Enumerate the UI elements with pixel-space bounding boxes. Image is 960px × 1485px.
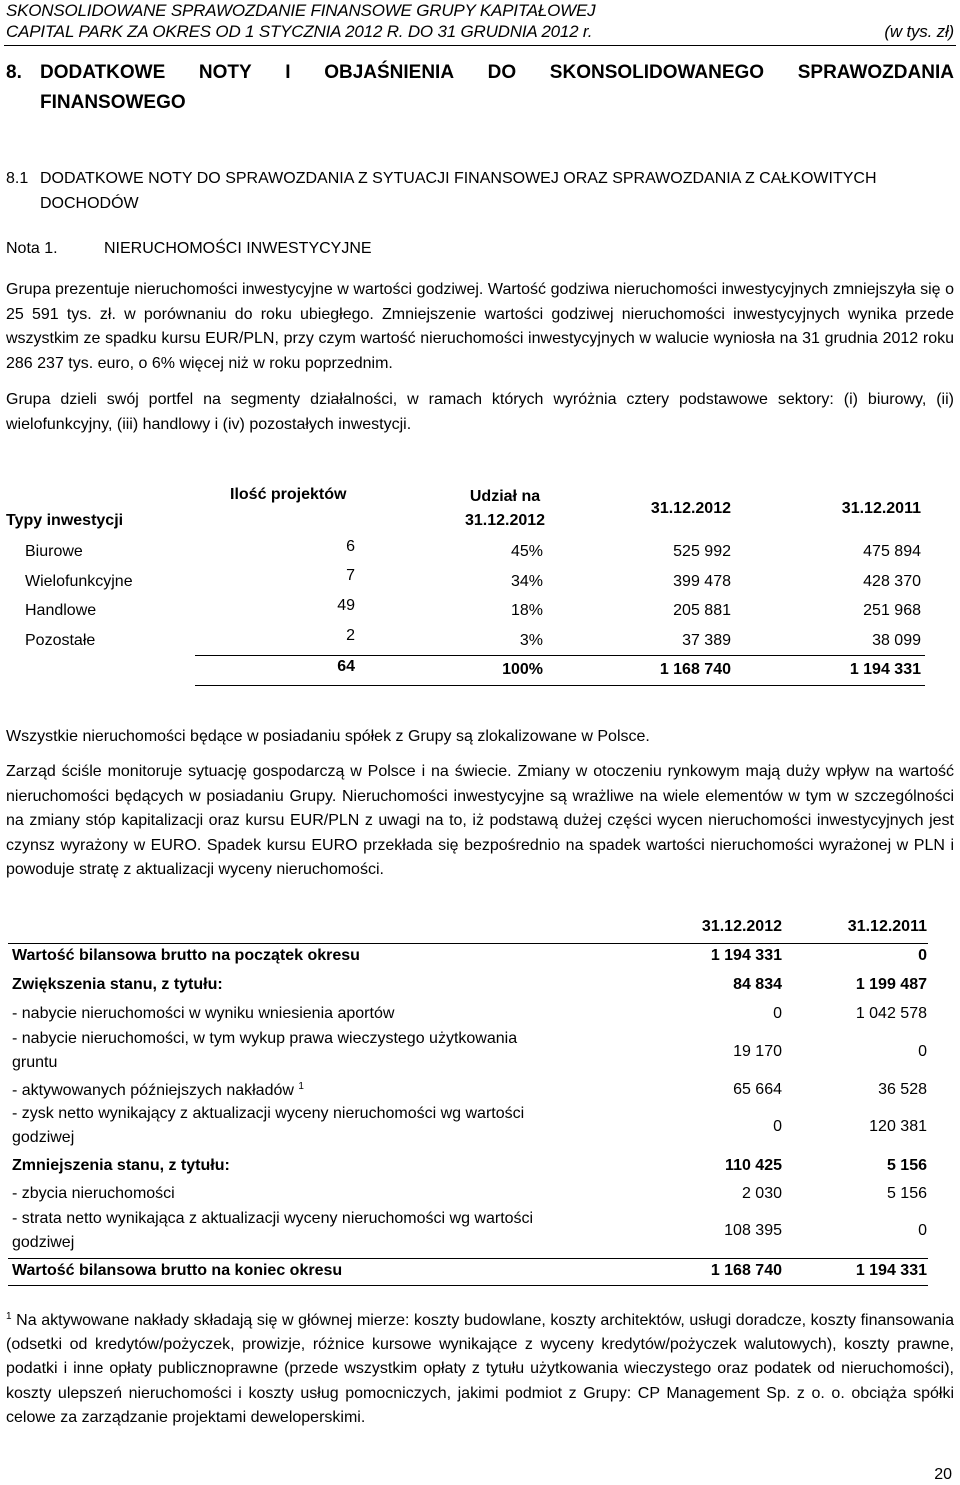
running-header-unit: (w tys. zł) <box>884 22 954 41</box>
row-value-2012: 19 170 <box>733 1043 782 1060</box>
row-label: - zbycia nieruchomości <box>12 1185 175 1202</box>
segment-type: Pozostałe <box>25 632 96 649</box>
row-value-2011: 5 156 <box>886 1157 927 1174</box>
row-value-2012: 65 664 <box>733 1081 782 1098</box>
row-label: Wartość bilansowa brutto na początek okresu <box>12 947 360 964</box>
row-value-2011: 1 194 331 <box>855 1262 927 1279</box>
row-label-cont: godziwej <box>12 1129 75 1146</box>
section-title-word: SKONSOLIDOWANEGO <box>549 62 765 83</box>
footnote-text: Na aktywowane nakłady składają się w głównej mierze: koszty budowlane, koszty architektów, usługi doradcze, koszty finansowania (odsetki od kredytów/pożyczek, prowizje, różnice kursowe wynikające z wyceny kredytów/pożyczek walutowych), koszty prawne, podatki i inne opłaty publicznoprawne (przede wszystkim opłaty z tytułu użytkowania wieczystego oraz podatek od nieruchomości), koszty ulepszeń nieruchomości i koszty usług pomocniczych, jakimi podmiot z Grupy: CP Management Sp. z o. o. obciąża spółki celowe za zarządzanie projektami deweloperskimi. <box>6 1312 955 1426</box>
col-header-type: Typy inwestycji <box>6 512 124 529</box>
col-header-2011: 31.12.2011 <box>841 500 921 517</box>
row-value-2011: 5 156 <box>886 1185 927 1202</box>
total-rule-top <box>195 655 925 656</box>
footnote-mark: 1 <box>6 1311 12 1322</box>
row-label: - strata netto wynikająca z aktualizacji wyceny nieruchomości wg wartości <box>12 1210 534 1227</box>
segment-share: 45% <box>510 543 543 560</box>
col-header-2012: 31.12.2012 <box>650 500 731 517</box>
paragraph-segments: Grupa dzieli swój portfel na segmenty działalności, w ramach których wyróżnia cztery podstawowe sektory: (i) biurowy, (ii) wielofunkcyjny, (iii) handlowy i (iv) pozostałych inwestycji. <box>6 391 954 433</box>
segment-value-2012: 399 478 <box>673 573 731 590</box>
row-label-text: - aktywowanych późniejszych nakładów <box>12 1082 294 1099</box>
row-value-2012: 108 395 <box>724 1222 782 1239</box>
section-title-word: DODATKOWE <box>40 62 166 83</box>
row-value-2012: 2 030 <box>741 1185 782 1202</box>
footnote-ref: 1 <box>298 1081 304 1092</box>
segment-value-2011: 428 370 <box>863 573 921 590</box>
row-label-cont: gruntu <box>12 1054 58 1071</box>
section-title-word: NOTY <box>198 62 252 83</box>
segment-type: Wielofunkcyjne <box>25 573 133 590</box>
note-heading <box>6 240 372 258</box>
row-label: Zmniejszenia stanu, z tytułu: <box>12 1157 230 1174</box>
total-rule-bottom <box>195 685 925 686</box>
row-value-2012: 0 <box>773 1118 782 1135</box>
section-heading-line1 <box>6 58 954 88</box>
subsection-title-line1: DODATKOWE NOTY DO SPRAWOZDANIA Z SYTUACJI FINANSOWEJ ORAZ SPRAWOZDANIA Z CAŁKOWITYCH <box>40 170 877 187</box>
row-value-2011: 0 <box>918 1043 927 1060</box>
row-label-cont: godziwej <box>12 1234 75 1251</box>
section-title-word: SPRAWOZDANIA <box>797 62 954 83</box>
row-value-2011: 1 199 487 <box>855 976 927 993</box>
segment-value-2012: 525 992 <box>673 543 731 560</box>
row-label: - nabycie nieruchomości, w tym wykup prawa wieczystego użytkowania <box>12 1030 518 1047</box>
section-number: 8. <box>6 62 22 83</box>
row-value-2012: 110 425 <box>725 1157 782 1174</box>
col-header-2011: 31.12.2011 <box>847 918 927 935</box>
row-label: Wartość bilansowa brutto na koniec okresu <box>12 1262 343 1279</box>
segment-type: Biurowe <box>25 543 83 560</box>
col-header-share-line1: Udział na <box>469 488 541 505</box>
segment-type: Handlowe <box>25 602 97 619</box>
segment-projects: 2 <box>346 627 355 644</box>
running-header-period: CAPITAL PARK ZA OKRES OD 1 STYCZNIA 2012 R. DO 31 GRUDNIA 2012 r. <box>6 22 593 41</box>
col-header-share-line2: 31.12.2012 <box>464 512 546 529</box>
header-rule <box>4 45 956 46</box>
total-value-2011: 1 194 331 <box>849 661 921 678</box>
segment-projects: 6 <box>346 538 355 555</box>
col-header-projects: Ilość projektów <box>230 486 347 503</box>
section-title-word: DO <box>487 62 517 83</box>
segment-value-2012: 37 389 <box>682 632 731 649</box>
total-value-2012: 1 168 740 <box>659 661 731 678</box>
paragraph-fair-value: Grupa prezentuje nieruchomości inwestycyjne w wartości godziwej. Wartość godziwa nieruchomości inwestycyjnych zmniejszyła się o 25 591 tys. zł. w porównaniu do roku ubiegłego. Zmniejszenie wartości godziwej nieruchomości inwestycyjnych wynika przede wszystkim ze spadku kursu EUR/PLN, przy czym wartość nieruchomości inwestycyjnych w walucie wyniosła na 31 grudnia 2012 roku 286 237 tys. euro, o 6% więcej niż w roku poprzednim. <box>6 281 954 372</box>
segment-projects: 49 <box>337 597 355 614</box>
segment-value-2011: 38 099 <box>872 632 921 649</box>
paragraph-location: Wszystkie nieruchomości będące w posiadaniu spółek z Grupy są zlokalizowane w Polsce. <box>6 728 650 745</box>
paragraph-market: Zarząd ściśle monitoruje sytuację gospodarczą w Polsce i na świecie. Zmiany w otoczeniu rynkowym mają duży wpływ na wartość nieruchomości będących w posiadaniu Grupy. Nieruchomości inwestycyjne są wrażliwe na wiele elementów w tym w szczególności na zmiany stóp kapitalizacji oraz kursu EUR/PLN z uwagi na to, iż podstawą dużej części wycen nieruchomości inwestycyjnych jest czynsz wyrażony w EURO. Spadek kursu EURO przekłada się bezpośrednio na spadek wartości nieruchomości wyrażonej w PLN i powoduje stratę z aktualizacji wyceny nieruchomości. <box>6 763 954 878</box>
running-header-line2 <box>6 22 954 42</box>
segment-projects: 7 <box>346 567 355 584</box>
segment-share: 34% <box>510 573 543 590</box>
header-rule <box>8 943 928 944</box>
row-value-2012: 0 <box>773 1005 782 1022</box>
subsection-number: 8.1 <box>6 170 29 187</box>
row-value-2012: 84 834 <box>733 976 782 993</box>
total-rule-bottom <box>8 1285 928 1286</box>
segment-share: 3% <box>519 632 543 649</box>
section-title-line2: FINANSOWEGO <box>40 92 186 113</box>
segments-table <box>0 480 960 690</box>
total-projects: 64 <box>337 658 355 675</box>
note-label: Nota 1. <box>6 240 58 257</box>
section-title-word: I <box>285 62 291 83</box>
section-heading <box>6 58 954 118</box>
segment-value-2011: 475 894 <box>863 543 921 560</box>
footnote <box>6 1305 954 1430</box>
row-value-2011: 120 381 <box>869 1118 927 1135</box>
row-label: Zwiększenia stanu, z tytułu: <box>12 976 223 993</box>
subsection-heading <box>6 166 954 216</box>
row-value-2012: 1 168 740 <box>710 1262 782 1279</box>
subsection-title-line2: DOCHODÓW <box>40 195 139 212</box>
segment-value-2012: 205 881 <box>673 602 731 619</box>
segment-value-2011: 251 968 <box>863 602 921 619</box>
row-label: - zysk netto wynikający z aktualizacji wyceny nieruchomości wg wartości <box>12 1105 525 1122</box>
note-title: NIERUCHOMOŚCI INWESTYCYJNE <box>104 240 372 257</box>
row-value-2011: 0 <box>918 1222 927 1239</box>
total-rule-top <box>8 1258 928 1259</box>
row-value-2011: 36 528 <box>878 1081 927 1098</box>
row-value-2011: 0 <box>918 947 927 964</box>
row-label <box>12 1081 304 1100</box>
page-number: 20 <box>934 1466 952 1483</box>
segment-share: 18% <box>510 602 543 619</box>
row-label: - nabycie nieruchomości w wyniku wniesienia aportów <box>12 1005 395 1022</box>
row-value-2012: 1 194 331 <box>710 947 782 964</box>
row-value-2011: 1 042 578 <box>855 1005 927 1022</box>
section-title-word: OBJAŚNIENIA <box>324 62 455 83</box>
col-header-2012: 31.12.2012 <box>701 918 782 935</box>
total-share: 100% <box>502 661 543 678</box>
running-header-line1: SKONSOLIDOWANE SPRAWOZDANIE FINANSOWE GRUPY KAPITAŁOWEJ <box>6 1 596 20</box>
